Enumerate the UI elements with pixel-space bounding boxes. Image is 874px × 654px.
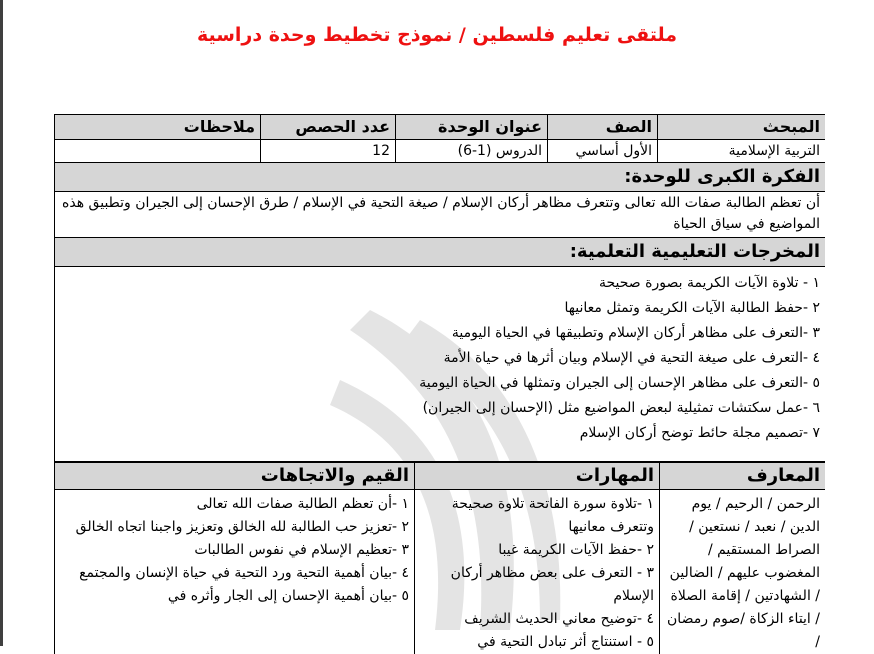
column-skills-header: المهارات xyxy=(415,463,660,490)
value-notes xyxy=(55,140,261,163)
skill-item: ١ -تلاوة سورة الفاتحة تلاوة صحيحة وتتعرف معانيها xyxy=(420,493,654,539)
outcomes-list xyxy=(55,267,826,462)
header-subject: المبحث xyxy=(658,115,826,140)
big-idea-label-row xyxy=(55,163,826,192)
header-unit-title: عنوان الوحدة xyxy=(396,115,548,140)
outcomes-label: المخرجات التعليمية التعلمية: xyxy=(55,238,826,267)
skill-item: ٤ -توضيح معاني الحديث الشريف xyxy=(420,608,654,631)
value-item: ٥ -بيان أهمية الإحسان إلى الجار وأثره في xyxy=(60,585,409,608)
header-grade: الصف xyxy=(548,115,658,140)
outcome-item: ٥ -التعرف على مظاهر الإحسان إلى الجيران وتمثلها في الحياة اليومية xyxy=(60,371,820,396)
value-grade: الأول أساسي xyxy=(548,140,658,163)
columns-content-row xyxy=(55,490,826,654)
knowledge-cell xyxy=(660,490,826,654)
value-item: ٤ -بيان أهمية التحية ورد التحية في حياة الإنسان والمجتمع xyxy=(60,562,409,585)
left-edge-bar xyxy=(0,0,3,646)
value-item: ٢ -تعزيز حب الطالبة لله الخالق وتعزيز واجبنا اتجاه الخالق xyxy=(60,516,409,539)
skills-cell xyxy=(415,490,660,654)
big-idea-text-row xyxy=(55,192,826,238)
outcome-item: ٦ -عمل سكتشات تمثيلية لبعض المواضيع مثل (الإحسان إلى الجيران) xyxy=(60,396,820,421)
header-row xyxy=(55,115,826,140)
column-knowledge-header: المعارف xyxy=(660,463,826,490)
value-item: ٣ -تعظيم الإسلام في نفوس الطالبات xyxy=(60,539,409,562)
value-unit-title: الدروس (1-6) xyxy=(396,140,548,163)
value-item: ١ -أن تعظم الطالبة صفات الله تعالى xyxy=(60,493,409,516)
outcome-item: ٤ -التعرف على صيغة التحية في الإسلام وبيان أثرها في حياة الأمة xyxy=(60,346,820,371)
skill-item: ٢ -حفظ الآيات الكريمة غيبا xyxy=(420,539,654,562)
columns-header-row xyxy=(55,463,826,490)
big-idea-label: الفكرة الكبرى للوحدة: xyxy=(55,163,826,192)
column-values-header: القيم والاتجاهات xyxy=(55,463,415,490)
page-title: ملتقى تعليم فلسطين / نموذج تخطيط وحدة دراسية xyxy=(0,24,874,46)
value-periods: 12 xyxy=(261,140,396,163)
columns-table xyxy=(54,462,825,654)
knowledge-text: الرحمن / الرحيم / يوم الدين / نعبد / نستعين / الصراط المستقيم / المغضوب عليهم / الضالين / الشهادتين / إقامة الصلاة / ايتاء الزكاة /صوم رمضان / xyxy=(667,496,820,650)
skill-item: ٣ - التعرف على بعض مظاهر أركان الإسلام xyxy=(420,562,654,608)
unit-plan-table-frame xyxy=(54,114,825,654)
values-cell xyxy=(55,490,415,654)
big-idea-text: أن تعظم الطالبة صفات الله تعالى وتتعرف مظاهر أركان الإسلام / صيغة التحية في الإسلام / طرق الإحسان إلى الجيران وتطبيق هذه المواضيع في سياق الحياة xyxy=(55,192,826,238)
unit-plan-table xyxy=(54,114,825,462)
header-notes: ملاحظات xyxy=(55,115,261,140)
value-subject: التربية الإسلامية xyxy=(658,140,826,163)
outcome-item: ٢ -حفظ الطالبة الآيات الكريمة وتمثل معانيها xyxy=(60,296,820,321)
header-periods: عدد الحصص xyxy=(261,115,396,140)
skill-item: ٥ - استنتاج أثر تبادل التحية في xyxy=(420,631,654,654)
outcomes-list-row xyxy=(55,267,826,462)
outcome-item: ١ - تلاوة الآيات الكريمة بصورة صحيحة xyxy=(60,271,820,296)
outcome-item: ٧ -تصميم مجلة حائط توضح أركان الإسلام xyxy=(60,421,820,446)
values-row xyxy=(55,140,826,163)
outcome-item: ٣ -التعرف على مظاهر أركان الإسلام وتطبيقها في الحياة اليومية xyxy=(60,321,820,346)
outcomes-label-row xyxy=(55,238,826,267)
